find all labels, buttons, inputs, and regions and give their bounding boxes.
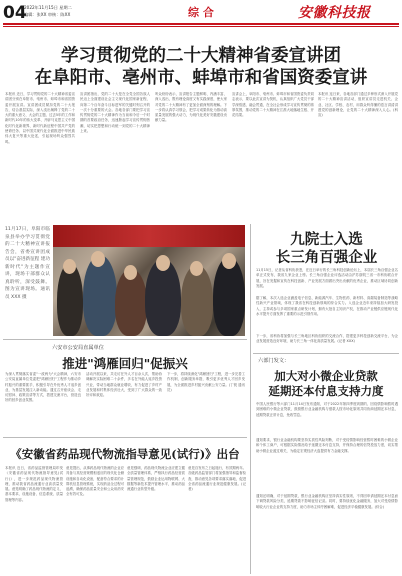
headline-line2: 在阜阳市、亳州市、蚌埠市和省国资委宣讲 xyxy=(34,68,368,88)
sidebar-paragraph1: 11月15日，记者从省科协获悉，在近日举行的长三角科技创新论坛上，本届长三角百强企业名单正式发布，我省九家企业上榜。长三角百强企业评选活动由沪苏浙皖三省一市科协联合开展，旨在发掘和宣传在科技创新、产业发展方面做出突出贡献的优秀企业，推动区域协同创新发展。 xyxy=(256,268,398,288)
section-divider xyxy=(3,339,247,340)
small-story-col1: 为深入贯彻落实省委"一改两为"大会精神，六安市公安局直属单位党委把"鸿雁回归"工程作为推动乡村振兴的重要抓手，积极引导在外优秀人才返乡创业，为基层发展注入新动能。通过召开座谈会、走访慰问、政策宣讲等方式，搭建交流平台，营造良好的回乡创业氛围。 xyxy=(5,372,81,403)
photo-caption: 11月17日，阜阳市临泉县举办学习贯彻党的二十大精神宣讲报告会，省委宣讲团成员以"奋进新征程 建功新时代"为主题作宣讲，现场干部群众认真聆听，深受鼓舞。图为宣讲现场。通讯员 XXX 摄 xyxy=(5,227,50,300)
small-story-headline: 推进"鸿雁回归"促振兴 xyxy=(62,356,188,371)
lead-article-col5: 本报讯 连日来，各地各部门通过多种形式深入开展党的二十大精神宣讲活动，组织宣讲员走进机关、企业、社区、学校、农村，用群众听得懂的语言讲清讲透党的创新理论，让党的二十大精神深入人心。(科宣) xyxy=(318,92,398,118)
section-title: 综 合 xyxy=(188,6,214,19)
sidebar-headline-line2: 长三角百强企业 xyxy=(275,249,378,266)
lead-article-col4: 宣讲会上，阜阳市、亳州市、蚌埠市和省国资委负责同志表示，要以此次宣讲为契机，认真组织广大党员干部学深悟透、融会贯通，在全社会形成学习宣传贯彻的浓厚氛围，推动党的二十大精神在江淮大地落地生根、开花结果。 xyxy=(232,92,314,118)
header-rule xyxy=(3,23,399,25)
small-story-col3: 下一步，将持续深化"鸿雁回归"工程，进一步完善工作机制，创新服务举措，吸引更多优秀人才回乡发展，为全面推进乡村振兴贡献公安力量。(丁锐 通讯员) xyxy=(167,372,245,392)
lead-article-col3: 听众纷纷表示，宣讲报告主题鲜明、内涵丰富、深入浅出，既有理论高度又有实践深度，使大家对党的二十大精神有了更加全面深刻的理解。下一步将认真学习领会，把学习成果转化为推动高质量发展的强大动力，为现代化美好安徽建设贡献力量。 xyxy=(155,92,227,123)
small-story-col2: 活动开展以来，共走访在外人才百余人次，帮助协调解决实际困难二十余件，多名在外能人返乡投资兴业，带动当地群众就业增收，有力促进了乡村产业发展和村集体经济壮大，受到了广大群众的一致好评和欢迎。 xyxy=(86,372,162,398)
page-number: 04 xyxy=(3,3,27,23)
lead-article-col1: 本报讯 近日，学习贯彻党的二十大精神省委宣讲团分别在阜阳市、亳州市、蚌埠市和省国资委开展宣讲。宣讲团成员紧扣党的二十大报告，结合基层实际，深入浅出阐释了党的二十大的重大意义、大会的主题、过去5年的工作和新时代10年的伟大变革、开辟马克思主义中国化时代化新境界、新时代新征程中国共产党的使命任务、以中国式现代化全面推进中华民族伟大复兴等重大论述，引起现场听众强烈共鸣。 xyxy=(5,92,75,144)
sidebar-paragraph2: 据了解，本次入选企业涵盖电子信息、新能源汽车、生物医药、新材料、高端装备制造等战略性新兴产业领域，体现了我省在科技创新领域的综合实力。入选企业近年来持续加大研发投入，主持或参与多项国家重点研发计划，拥有大批自主知识产权，在推动产业链供应链现代化水平提升方面发挥了重要的示范引领作用。 xyxy=(256,296,398,316)
headline-line1: 学习贯彻党的二十大精神省委宣讲团 xyxy=(61,46,341,66)
forum-headline-line2: 延期还本付息支持力度 xyxy=(268,384,384,398)
forum-kicker: 六部门发文： xyxy=(258,358,290,364)
forum-paragraph2: 通知要求，银行业金融机构要坚持实质性风险判断，对于受疫情影响经营暂时困难的小微企业和个体工商户，可根据实际情况给予延期还本付息支持，并保持合理的信贷投放力度，切实帮助小微企业渡过难关，为稳定宏观经济大盘提供有力金融支撑。 xyxy=(256,438,398,453)
guide-headline: 《安徽省药品现代物流指导意见(试行)》出台 xyxy=(10,447,240,461)
event-photo xyxy=(53,225,245,336)
header-rule-thin xyxy=(3,26,399,27)
sidebar-headline-line1: 九院士入选 xyxy=(290,231,363,248)
guide-col1: 本报讯 近日，省药品监督管理局印发《安徽省药品现代物流指导意见(试行)》，进一步规范药品现代物流管理，推动我省药品流通行业高质量发展。意见明确了药品现代物流的定义、基本要求、设施设备、信息系统、质量管理等内容。 xyxy=(5,466,63,502)
guide-col4: 意见自发布之日起施行，有效期两年。各级药品监管部门将加强指导和监督检查，推动意见各项要求落实落地，促进全省药品流通行业规范健康发展。(记者) xyxy=(188,466,246,492)
sidebar-paragraph3: 下一步，省科协将加强与长三角地区科协组织的交流合作，搭建更多科技创新交流平台，为企业发展营造良好环境，助力长三角一体化高质量发展。(记者 XXX) xyxy=(256,334,398,344)
forum-paragraph3: 通知还明确，对于延期贷款，银行业金融机构应坚持真实性原则，不得因申请延期还本付息而下调贷款风险分类，延期贷款不影响征信记录。同时，要持续优化金融服务，加大对受疫情影响较大行业企业的支持力度，助力市场主体纾困解难，促进经济平稳健康发展。(综合) xyxy=(256,494,398,509)
masthead-logo: 安徽科技报 xyxy=(298,5,371,21)
section-divider xyxy=(3,437,247,438)
guide-col2: 意见提出，从事药品现代物流的企业应具备与其经营规模相适应的现代化仓储设施和自动化设备，配备符合要求的计算机信息管理系统，实现药品全过程可追溯，确保药品质量安全和公众用药安全有效可及。 xyxy=(66,466,124,497)
date-line: 2022年11月15日 星期二 xyxy=(24,5,72,10)
guide-col3: 意见强调，药品现代物流企业应建立健全质量管理体系，严格执行药品经营质量管理规范，鼓励企业运用物联网、大数据等新技术提升管理水平，推动药品流通行业转型升级。 xyxy=(127,466,185,492)
section-divider xyxy=(253,353,399,354)
column-divider xyxy=(250,224,251,574)
lead-article-col2: 宣讲团指出，党的二十大是在全党全国各族人民迈上全面建设社会主义现代化国家新征程、向第二个百年奋斗目标进军的关键时刻召开的一次十分重要的大会。各地各部门要把学习宣传贯彻党的二十大精神作为当前和今后一个时期的首要政治任务，迅速掀起学习宣传贯彻热潮，切实把思想和行动统一到党的二十大精神上来。 xyxy=(80,92,150,134)
small-story-kicker: 六安市公安局直属单位 xyxy=(52,345,104,351)
forum-paragraph1: 中国人民银行等六部门11月14日发布通知，对于2022年第四季度到期的、因疫情影响暂时遇到困难的小微企业贷款，鼓励银行业金融机构与借款人按市场化原则共同协商延期还本付息，延期贷款正常计息，免收罚息。 xyxy=(256,402,398,417)
editor-line: 编辑：张XX 审核：陈XX xyxy=(24,12,71,17)
forum-headline-line1: 加大对小微企业贷款 xyxy=(274,369,378,383)
